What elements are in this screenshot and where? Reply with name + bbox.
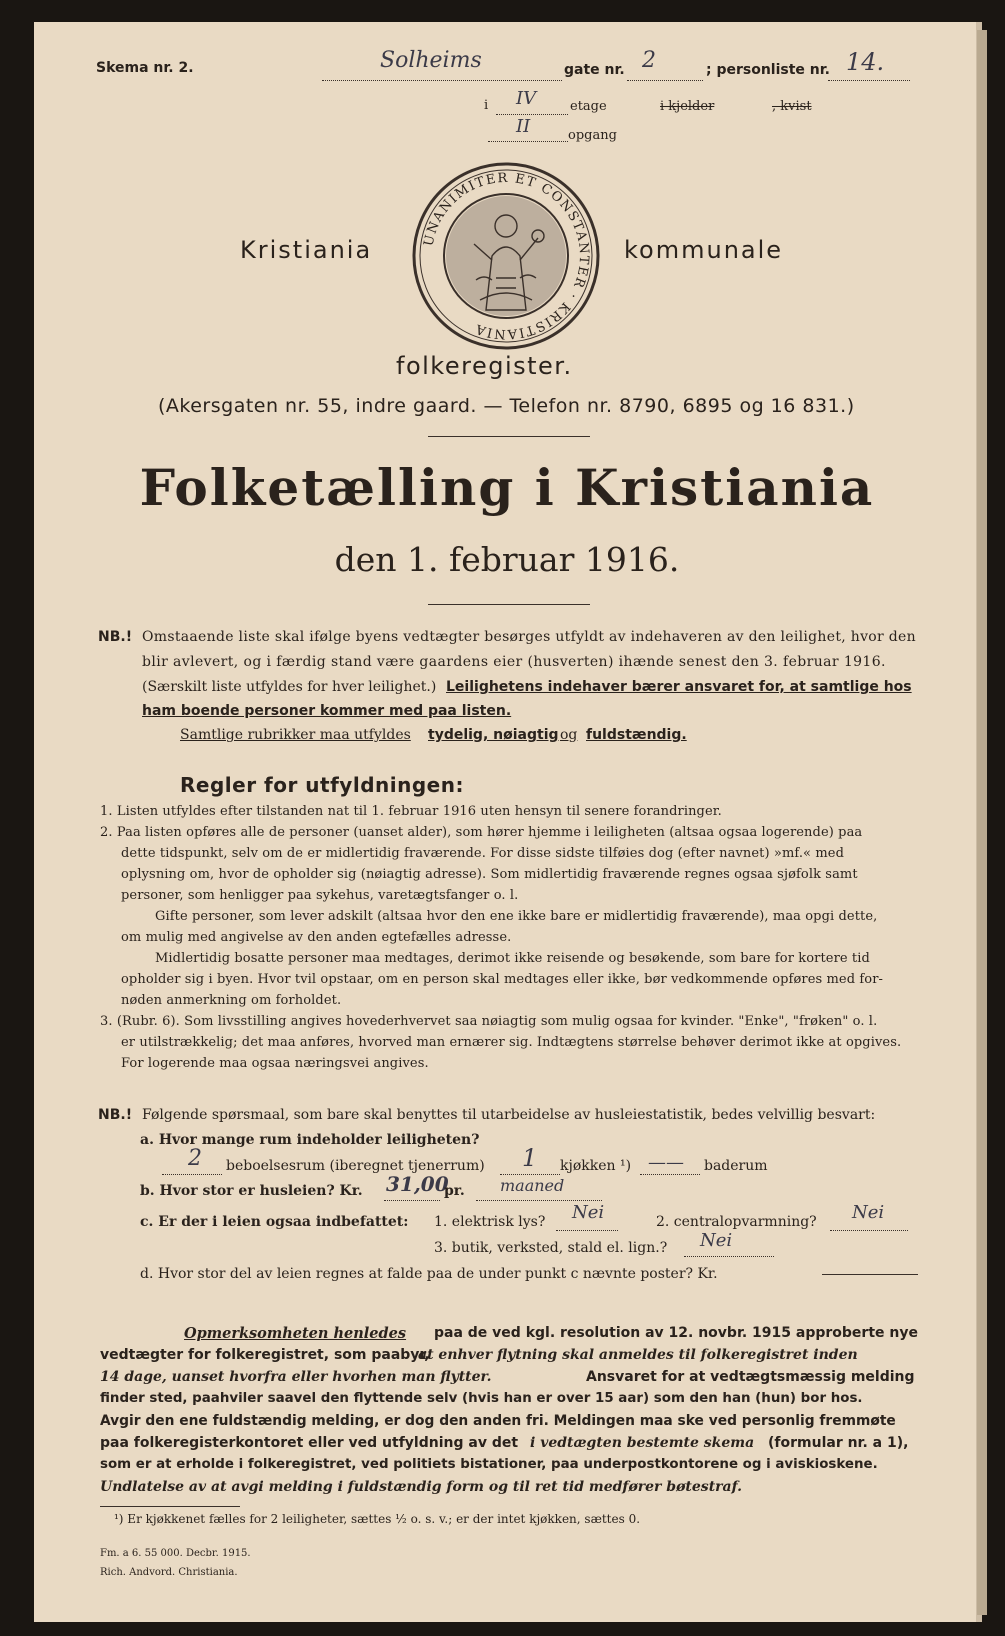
rule-3-line3: For logerende maa ogsaa næringsvei angives. [121,1056,429,1071]
rule-1: 1. Listen utfyldes efter tilstanden nat til 1. februar 1916 uten hensyn til senere forandringer. [100,804,722,819]
kitchen-label: kjøkken ¹) [560,1158,632,1174]
rule-3-line2: er utilstrækkelig; det maa anføres, hvorved man ernærer sig. Indtægtens størrelse behøver derimot ikke at opgives. [121,1035,902,1050]
personliste-label: ; personliste nr. [706,62,830,78]
census-date: den 1. februar 1916. [334,540,680,579]
personliste-value: 14. [846,48,885,76]
nb1-line4: ham boende personer kommer med paa listen. [142,703,512,719]
opgang-line [488,141,568,142]
notice-l5: Avgir den ene fuldstændig melding, er dog den anden fri. Meldingen maa ske ved personlig fremmøte [100,1413,896,1429]
notice-l7: som er at erholde i folkeregistret, ved politiets bistationer, paa underpostkontorene og i aviskioskene. [100,1457,878,1472]
printer-line2: Rich. Andvord. Christiania. [100,1567,238,1578]
rule-2-line8: opholder sig i byen. Hvor tvil opstaar, om en person skal medtages eller ikke, bør vedkommende opføres med for- [121,972,884,987]
rooms-value: 2 [188,1146,202,1171]
nb1-line5d: fuldstændig. [586,727,687,743]
divider-mid [428,604,590,605]
rule-2-line2: dette tidspunkt, selv om de er midlertidig fraværende. For disse sidste tilføies dog (efter navnet) »mf.« med [121,846,844,861]
kitchen-line [500,1174,560,1175]
bath-label: baderum [704,1158,768,1174]
notice-l2a: vedtægter for folkeregistret, som paabyr, [100,1347,430,1363]
nb1-line3b: Leilighetens indehaver bærer ansvaret for, at samtlige hos [446,679,912,695]
rent-line [384,1200,440,1201]
c1-line [556,1230,618,1231]
notice-l3a: 14 dage, uanset hvorfra eller hvorhen man flytter. [100,1369,492,1385]
rule-2-line3: oplysning om, hvor de opholder sig (nøiagtig adresse). Som midlertidig fraværende regnes ogsaa sjøfolk samt [121,867,858,882]
rule-2-line5: Gifte personer, som lever adskilt (altsaa hvor den ene ikke bare er midlertidig fraværende), maa opgi dette, [155,909,878,924]
notice-l8: Undlatelse av at avgi melding i fuldstændig form og til ret tid medfører bøtestraf. [100,1479,743,1495]
rule-2-line9: nøden anmerkning om forholdet. [121,993,342,1008]
opgang-value: II [516,116,531,137]
per-value: maaned [500,1176,565,1195]
c1-label: 1. elektrisk lys? [434,1214,546,1230]
rule-2-line1: 2. Paa listen opføres alle de personer (uanset alder), som hører hjemme i leiligheten (altsaa ogsaa logerende) paa [100,825,863,840]
d-answer-line [822,1274,918,1275]
gate-value: 2 [642,48,656,73]
page-edge [977,30,987,1615]
nb1-marker: NB.! [98,629,133,645]
rooms-line [162,1174,222,1175]
nb1-line1: Omstaaende liste skal ifølge byens vedtægter besørges utfyldt av indehaveren av den leilighet, hvor den [142,629,916,645]
nb1-line5a: Samtlige rubrikker maa utfyldes [180,727,411,743]
rent-value: 31,00 [386,1172,449,1196]
notice-l1a: Opmerksomheten henledes [184,1325,407,1342]
nb2-intro: Følgende spørsmaal, som bare skal benyttes til utarbeidelse av husleiestatistik, bedes velvillig besvart: [142,1107,876,1123]
kitchen-value: 1 [522,1144,538,1172]
kommunale-word: kommunale [624,236,784,264]
rules-heading: Regler for utfyldningen: [180,773,464,797]
rooms-label: beboelsesrum (iberegnet tjenerrum) [226,1158,485,1174]
bath-value: —— [648,1152,684,1173]
question-d: d. Hvor stor del av leien regnes at falde paa de under punkt c nævnte poster? Kr. [140,1266,718,1282]
personliste-line [828,80,910,81]
folkeregister-subtitle: folkeregister. [396,352,573,380]
kvist-label: , kvist [772,99,812,114]
c1-value: Nei [572,1202,605,1223]
kjelder-label: i kjelder [660,99,715,114]
rule-2-line6: om mulig med angivelse av den anden egtefælles adresse. [121,930,512,945]
question-c: c. Er der i leien ogsaa indbefattet: [140,1214,409,1230]
notice-l6a: paa folkeregisterkontoret eller ved utfyldning av det [100,1435,519,1451]
printer-line1: Fm. a 6. 55 000. Decbr. 1915. [100,1548,251,1559]
c2-label: 2. centralopvarmning? [656,1214,817,1230]
opgang-label: opgang [568,128,617,143]
c3-label: 3. butik, verksted, stald el. lign.? [434,1240,668,1256]
question-a: a. Hvor mange rum indeholder leiligheten? [140,1132,480,1148]
nb1-line2: blir avlevert, og i færdig stand være gaardens eier (husverten) ihænde senest den 3. februar 1916. [142,654,886,670]
gate-label: gate nr. [564,62,625,78]
nb1-line5c: og [560,727,578,743]
notice-l2b: at enhver flytning skal anmeldes til folkeregistret inden [418,1347,858,1363]
street-value: Solheims [380,48,482,73]
city-seal-emblem [410,160,602,352]
per-label: pr. [444,1183,465,1199]
skema-label: Skema nr. 2. [96,60,194,76]
etage-line [496,114,568,115]
rule-2-line7: Midlertidig bosatte personer maa medtages, derimot ikke reisende og besøkende, som bare for kortere tid [155,951,870,966]
etage-label: etage [570,99,607,114]
i-label: i [484,98,489,113]
question-b: b. Hvor stor er husleien? Kr. [140,1183,363,1199]
footnote-divider [100,1506,240,1507]
c2-value: Nei [852,1202,885,1223]
rule-3-line1: 3. (Rubr. 6). Som livsstilling angives hovederhvervet saa nøiagtig som mulig ogsaa for kvinder. "Enke", "frøken" o. l. [100,1014,878,1029]
footnote: ¹) Er kjøkkenet fælles for 2 leiligheter, sættes ½ o. s. v.; er der intet kjøkken, sættes 0. [114,1512,641,1526]
notice-l6c: (formular nr. a 1), [768,1435,909,1451]
notice-l1b: paa de ved kgl. resolution av 12. novbr. 1915 approberte nye [434,1325,918,1341]
divider-top [428,436,590,437]
nb2-marker: NB.! [98,1107,133,1123]
per-line [476,1200,602,1201]
street-line [322,80,562,81]
office-address: (Akersgaten nr. 55, indre gaard. — Telefon nr. 8790, 6895 og 16 831.) [158,395,855,417]
c3-line [684,1256,774,1257]
etage-value: IV [516,88,537,109]
seal-text: UNANIMITER ET CONSTANTER · KRISTIANIA [421,170,592,342]
c2-line [830,1230,908,1231]
c3-value: Nei [700,1230,733,1251]
notice-l4: finder sted, paahviler saavel den flyttende selv (hvis han er over 15 aar) som den han (hun) bor hos. [100,1391,863,1406]
rule-2-line4: personer, som henligger paa sykehus, varetægtsfanger o. l. [121,888,519,903]
kristiania-word: Kristiania [240,236,373,264]
gate-line [627,80,703,81]
nb1-line5b: tydelig, nøiagtig [428,727,559,743]
nb1-line3a: (Særskilt liste utfyldes for hver leilighet.) [142,679,437,695]
notice-l6b: i vedtægten bestemte skema [530,1435,755,1451]
bath-line [640,1174,700,1175]
main-title: Folketælling i Kristiania [139,458,875,517]
notice-l3b: Ansvaret for at vedtægtsmæssig melding [586,1369,915,1385]
